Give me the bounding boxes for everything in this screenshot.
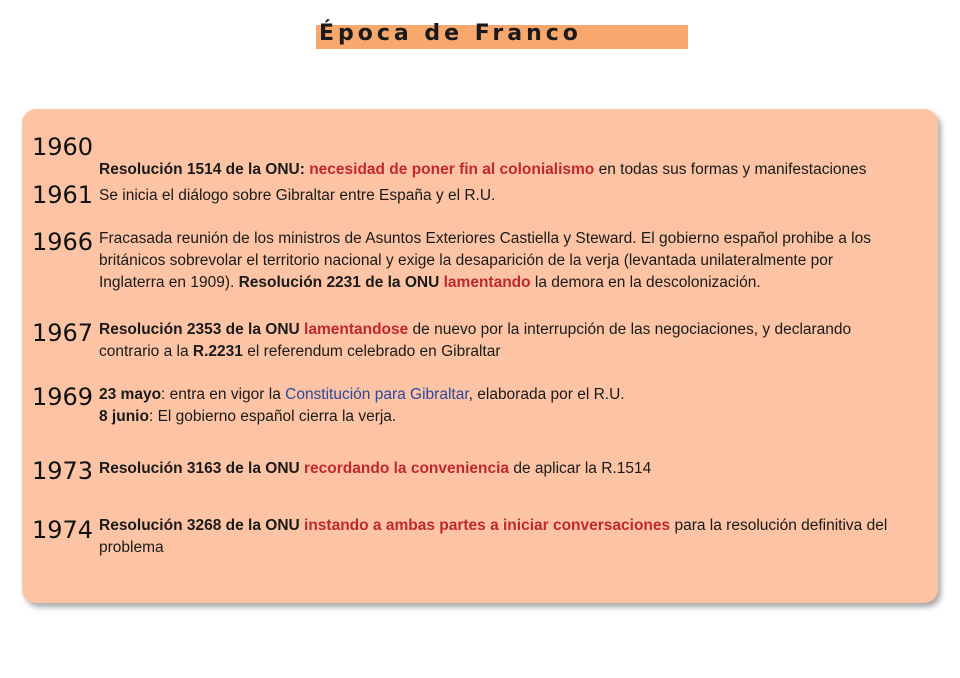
entry-text (99, 458, 899, 480)
timeline-panel (22, 109, 938, 603)
entry-text-segment: la demora en la descolonización. (530, 274, 761, 291)
entry-year: 1966 (32, 228, 94, 256)
entry-text (99, 384, 899, 428)
entry-year: 1967 (32, 319, 94, 347)
entry-text-segment: 8 junio (99, 408, 149, 425)
entry-text-segment: para la resolución definitiva del problema (99, 517, 888, 556)
entry-text-segment: recordando la conveniencia (304, 460, 510, 477)
entry-text-segment: Resolución 2231 de la ONU (238, 274, 444, 291)
entry-text-segment: Resolución 3163 de la ONU (99, 460, 305, 477)
entry-text-segment: el referendum celebrado en Gibraltar (242, 343, 501, 360)
entry-text-segment: Resolución 2353 de la ONU (99, 321, 305, 338)
entry-text (99, 185, 899, 207)
entry-text-segment: R.2231 (192, 343, 243, 360)
entry-text (99, 159, 899, 181)
entry-text-segment: Resolución 3268 de la ONU (99, 517, 305, 534)
entry-text (99, 515, 899, 559)
entry-text-segment: : entra en vigor la (161, 386, 286, 403)
entry-year: 1969 (32, 383, 94, 411)
entry-text-segment: instando a ambas partes a iniciar conversaciones (304, 517, 671, 534)
entry-text-segment: Fracasada reunión de los ministros de Asuntos Exteriores Castiella y Steward. El gobierno español prohibe a los británicos sobrevolar el territorio nacional y exige la desaparición de la verja (levantada unilateralmente por Inglaterra en 1909). (99, 230, 871, 291)
entry-text (99, 228, 899, 294)
entry-year: 1960 (32, 133, 94, 161)
entry-text-segment: en todas sus formas y manifestaciones (594, 161, 867, 178)
entry-text-segment: 23 mayo (99, 386, 162, 403)
entry-text-segment: lamentandose (304, 321, 409, 338)
title-banner (316, 21, 688, 49)
entry-text-segment: Constitución para Gibraltar (285, 386, 469, 403)
entry-text-segment: lamentando (443, 274, 531, 291)
entry-text-segment: de aplicar la R.1514 (509, 460, 652, 477)
entry-text-segment: , elaborada por el R.U. (468, 386, 625, 403)
entry-year: 1974 (32, 516, 94, 544)
page-title: Época de Franco (319, 21, 582, 46)
entry-text-segment: : El gobierno español cierra la verja. (148, 408, 397, 425)
entry-text-segment: Se inicia el diálogo sobre Gibraltar entre España y el R.U. (99, 187, 496, 204)
entry-text-segment: de nuevo por la interrupción de las negociaciones, y declarando contrario a la (99, 321, 852, 360)
entry-text-segment: necesidad de poner fin al colonialismo (309, 161, 595, 178)
entry-year: 1961 (32, 181, 94, 209)
entry-text-segment: Resolución 1514 de la ONU: (99, 161, 310, 178)
entry-text (99, 319, 899, 363)
entry-year: 1973 (32, 457, 94, 485)
